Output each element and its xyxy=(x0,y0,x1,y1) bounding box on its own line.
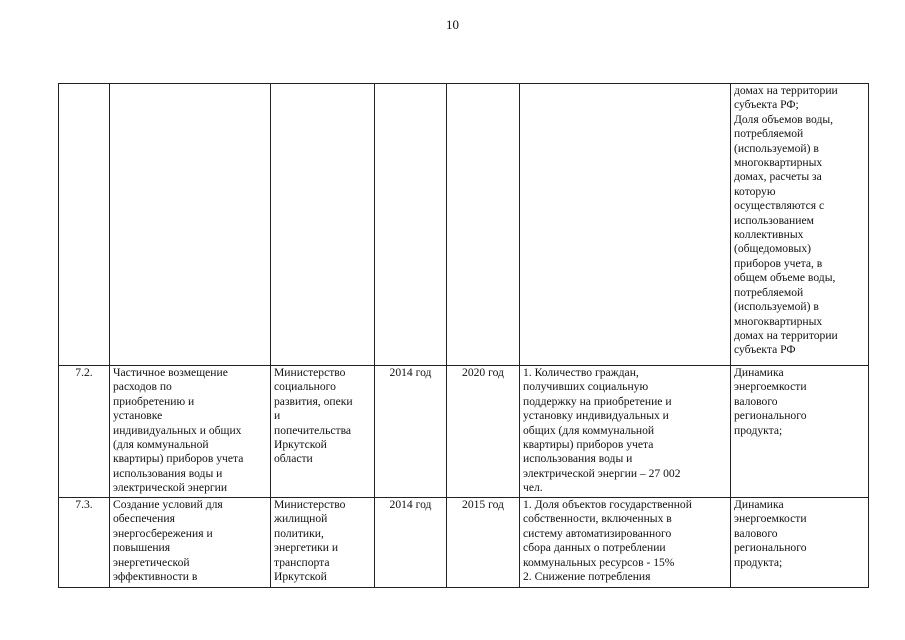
row-number-cell: 7.3. xyxy=(59,498,110,588)
start-year-cell xyxy=(375,84,447,366)
end-year-cell: 2020 год xyxy=(447,366,520,498)
measure-name-cell: Создание условий для обеспечения энергосбережения и повышения энергетической эффективности в xyxy=(110,498,271,588)
executor-cell xyxy=(271,84,375,366)
indicators-cell: Динамика энергоемкости валового регионального продукта; xyxy=(731,366,869,498)
end-year-cell: 2015 год xyxy=(447,498,520,588)
row-number-cell xyxy=(59,84,110,366)
start-year-cell: 2014 год xyxy=(375,366,447,498)
indicators-cell: Динамика энергоемкости валового регионального продукта; xyxy=(731,498,869,588)
page-number: 10 xyxy=(446,17,459,32)
expected-result-cell: 1. Доля объектов государственной собственности, включенных в систему автоматизированного сбора данных о потреблении коммунальных ресурсов - 15% 2. Снижение потребления xyxy=(520,498,731,588)
start-year-cell: 2014 год xyxy=(375,498,447,588)
table-row xyxy=(59,84,869,366)
program-measures-table xyxy=(58,83,869,588)
indicators-cell: домах на территории субъекта РФ; Доля объемов воды, потребляемой (используемой) в многоквартирных домах, расчеты за которую осуществляются с использованием коллективных (общедомовых) приборов учета, в общем объеме воды, потребляемой (используемой) в многоквартирных домах на территории субъекта РФ xyxy=(731,84,869,366)
end-year-cell xyxy=(447,84,520,366)
executor-cell: Министерство социального развития, опеки и попечительства Иркутской области xyxy=(271,366,375,498)
row-number-cell: 7.2. xyxy=(59,366,110,498)
expected-result-cell: 1. Количество граждан, получивших социальную поддержку на приобретение и установку индивидуальных и общих (для коммунальной квартиры) приборов учета использования воды и электрической энергии – 27 002 чел. xyxy=(520,366,731,498)
table-row xyxy=(59,366,869,498)
measure-name-cell xyxy=(110,84,271,366)
expected-result-cell xyxy=(520,84,731,366)
measure-name-cell: Частичное возмещение расходов по приобретению и установке индивидуальных и общих (для коммунальной квартиры) приборов учета использования воды и электрической энергии xyxy=(110,366,271,498)
table-row xyxy=(59,498,869,588)
executor-cell: Министерство жилищной политики, энергетики и транспорта Иркутской xyxy=(271,498,375,588)
